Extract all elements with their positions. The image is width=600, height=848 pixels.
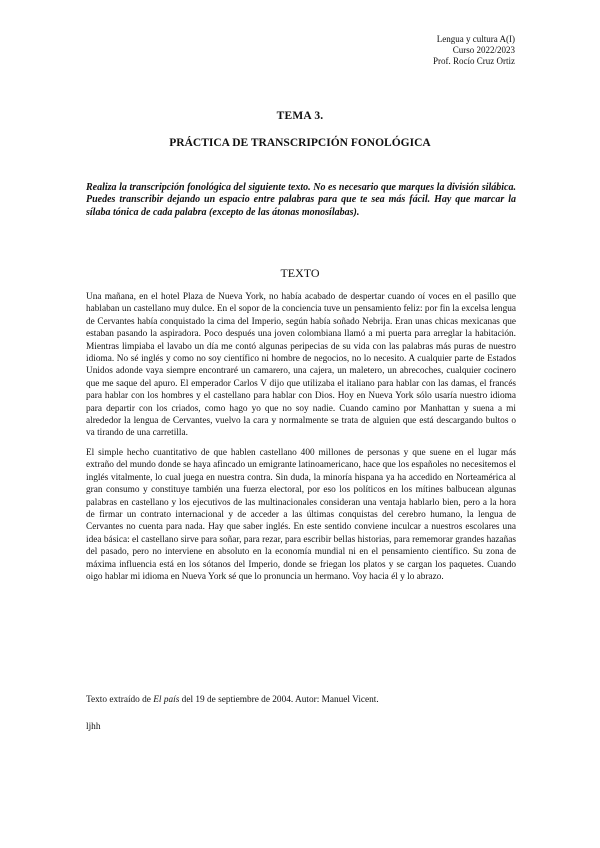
section-title: TEXTO [280,266,320,280]
document-subtitle: PRÁCTICA DE TRANSCRIPCIÓN FONOLÓGICA [169,137,431,149]
course-name: Lengua y cultura A(I) [436,34,515,44]
footer-note: ljhh [86,722,101,732]
body-text [86,291,516,590]
source-suffix: del 19 de septiembre de 2004. Autor: Manuel Vicent. [179,695,379,705]
document-title: TEMA 3. [276,110,324,122]
body-paragraph-1: Una mañana, en el hotel Plaza de Nueva York, no había acabado de despertar cuando oí voces en el pasillo que hablaban un castellano muy dulce. En el sopor de la conciencia tuve un pensamiento feliz: por fin la excelsa lengua de Cervantes había conquistado la cima del Imperio, según había soñado Nebrija. Eran unas chicas mexicanas que estaban pasando la aspiradora. Poco después una joven colombiana llamó a mi puerta para arreglar la habitación. Mientras limpiaba el lavabo un día me contó algunas peripecias de su vida con las palabras más puras de nuestro idioma. No sé inglés y como no soy científico ni hombre de negocios, no lo necesito. A cualquier parte de Estados Unidos adonde vaya siempre encontraré un camarero, una cajera, un maletero, un abrecoches, cualquier cocinero que me saque del apuro. El emperador Carlos V dijo que utilizaba el italiano para hablar con las damas, el francés para hablar con los hombres y el castellano para hablar con Dios. Hoy en Nueva York sólo usaría nuestro idioma para departir con los criados, como hago yo que no soy nadie. Cuando camino por Manhattan y suena a mi alrededor la lengua de Cervantes, vuelvo la cara y normalmente se trata de alguien que está descargando bultos o va tirando de una carretilla. [86,292,516,439]
source-citation [86,694,516,706]
course-year: Curso 2022/2023 [452,45,515,55]
instructions-paragraph: Realiza la transcripción fonológica del siguiente texto. No es necesario que marques la división silábica. Puedes transcribir dejando un espacio entre palabras para que te sea más fácil. Hay que marcar la sílaba tónica de cada palabra (excepto de las átonas monosílabas). [86,182,516,218]
professor-name: Prof. Rocío Cruz Ortiz [433,56,515,66]
source-prefix: Texto extraído de [86,695,154,705]
source-publication: El país [153,695,180,705]
body-paragraph-2: El simple hecho cuantitativo de que hablen castellano 400 millones de personas y que suene en el lugar más extraño del mundo donde se haya afincado un emigrante latinoamericano, hace que los españoles no necesitemos el inglés vitalmente, lo cual juega en nuestra contra. Sin duda, la minoría hispana ya ha accedido en Norteamérica al gran consumo y constituye también una fuerza electoral, por eso los políticos en los mítines balbucean algunas palabras en castellano y los ejecutivos de las multinacionales consideran una ventaja hablarlo bien, pero a la hora de firmar un contrato internacional y de acceder a las últimas conquistas del cerebro humano, la lengua de Cervantes no cuenta para nada. Hay que saber inglés. En este sentido conviene inculcar a nuestros escolares una idea básica: el castellano sirve para soñar, para rezar, para escribir bellas historias, para rememorar grandes hazañas del pasado, pero no interviene en absoluto en la economía mundial ni en el pensamiento científico. Su zona de máxima influencia está en los sótanos del Imperio, donde se friegan los platos y se cargan los paquetes. Cuando oigo hablar mi idioma en Nueva York sé que lo pronuncia un hermano. Voy hacia él y lo abrazo. [86,447,516,582]
course-header [315,34,515,67]
